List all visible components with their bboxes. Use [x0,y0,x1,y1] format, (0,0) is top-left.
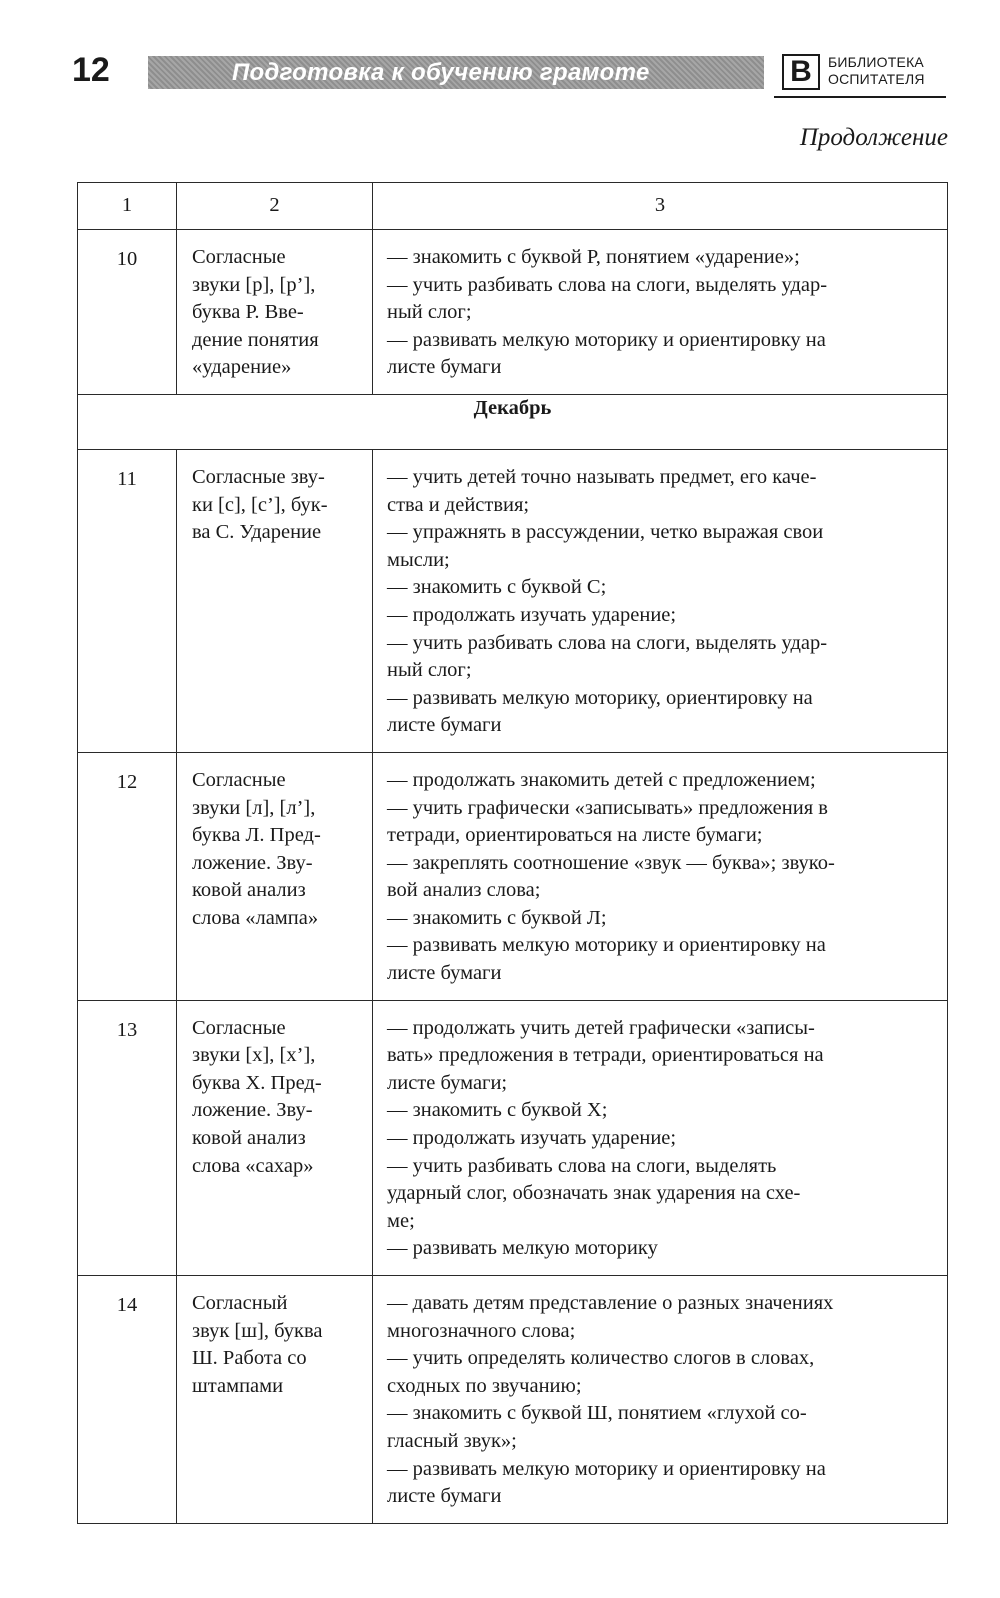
topic-line: звуки [х], [х’], [192,1044,316,1067]
goal-line: — учить разбивать слова на слоги, выделять удар- [387,631,828,654]
goal-line: — учить разбивать слова на слоги, выделять [387,1154,777,1177]
topic-line: ковой анализ [192,879,306,902]
lesson-goals [373,449,948,752]
lesson-topic [177,1276,373,1524]
goal-line: гласный звук»; [387,1429,517,1452]
topic-line: Согласный [192,1292,288,1314]
continuation-label: Продолжение [799,124,948,151]
lesson-number: 12 [78,752,177,1000]
goal-line: листе бумаги [387,714,502,737]
goal-line: вать» предложения в тетради, ориентироваться на [387,1044,824,1067]
table-row [78,449,948,752]
goal-line: ный слог; [387,659,472,682]
lesson-number: 13 [78,1000,177,1275]
goal-line: многозначного слова; [387,1319,576,1342]
table-row [78,752,948,1000]
series-name-line1: БИБЛИОТЕКА [828,54,924,70]
topic-line: штампами [192,1374,284,1397]
goal-line: — знакомить с буквой Ш, понятием «глухой со- [387,1402,807,1425]
column-header-3: 3 [373,183,948,230]
goal-line: — продолжать знакомить детей с предложением; [387,768,816,791]
goal-line: листе бумаги; [387,1071,508,1094]
goal-line: — учить детей точно называть предмет, его каче- [387,465,817,488]
column-header-2: 2 [177,183,373,230]
topic-line: Согласные [192,246,286,268]
series-name-line2: ОСПИТАТЕЛЯ [828,71,925,87]
month-heading: Декабрь [78,394,948,449]
topic-line: дение понятия [192,328,319,351]
goal-line: ства и действия; [387,493,530,516]
topic-line: звуки [р], [р’], [192,273,316,296]
topic-line: ложение. Зву- [192,851,313,874]
topic-line: буква Х. Пред- [192,1071,322,1094]
month-row [78,394,948,449]
series-logo: В [782,54,820,90]
goal-line: — знакомить с буквой Р, понятием «ударение»; [387,246,800,268]
goal-line: — знакомить с буквой С; [387,576,607,599]
page-header [0,40,1000,100]
goal-line: — закреплять соотношение «звук — буква»; звуко- [387,851,835,874]
table-row [78,230,948,395]
lesson-goals [373,752,948,1000]
goal-line: — продолжать изучать ударение; [387,603,677,626]
goal-line: ме; [387,1209,415,1232]
topic-line: слова «лампа» [192,906,319,929]
topic-line: «ударение» [192,356,292,379]
topic-line: ковой анализ [192,1127,306,1150]
goal-line: — давать детям представление о разных значениях [387,1292,834,1314]
goal-line: — продолжать учить детей графически «записы- [387,1016,815,1039]
topic-line: Согласные [192,768,286,791]
lesson-plan-table [77,182,948,1524]
goal-line: — учить разбивать слова на слоги, выделять удар- [387,273,828,296]
goal-line: — продолжать изучать ударение; [387,1127,677,1150]
topic-line: звук [ш], буква [192,1319,323,1342]
column-header-1: 1 [78,183,177,230]
goal-line: мысли; [387,548,450,571]
lesson-number: 10 [78,230,177,395]
lesson-topic [177,449,373,752]
topic-line: ложение. Зву- [192,1099,313,1122]
goal-line: — развивать мелкую моторику [387,1237,658,1260]
goal-line: — развивать мелкую моторику, ориентировку на [387,686,813,709]
lesson-number: 11 [78,449,177,752]
goal-line: тетради, ориентироваться на листе бумаги; [387,824,763,847]
topic-line: слова «сахар» [192,1154,314,1177]
topic-line: ки [с], [с’], бук- [192,493,328,516]
table-header-row [78,183,948,230]
logo-underline [774,96,946,98]
goal-line: листе бумаги [387,1485,502,1508]
goal-line: вой анализ слова; [387,879,541,902]
goal-line: — знакомить с буквой Х; [387,1099,608,1122]
goal-line: — учить графически «записывать» предложения в [387,796,828,819]
topic-line: буква Р. Вве- [192,301,304,324]
goal-line: — упражнять в рассуждении, четко выражая свои [387,521,824,544]
table-row [78,1000,948,1275]
lesson-goals [373,1276,948,1524]
lesson-topic [177,1000,373,1275]
lesson-goals [373,230,948,395]
series-name [828,54,958,88]
lesson-topic [177,230,373,395]
goal-line: — развивать мелкую моторику и ориентировку на [387,328,826,351]
table-row [78,1276,948,1524]
goal-line: — учить определять количество слогов в словах, [387,1347,815,1370]
goal-line: — развивать мелкую моторику и ориентировку на [387,1457,826,1480]
lesson-topic [177,752,373,1000]
topic-line: Согласные зву- [192,465,325,488]
goal-line: сходных по звучанию; [387,1374,582,1397]
goal-line: ударный слог, обозначать знак ударения на схе- [387,1182,801,1205]
goal-line: — развивать мелкую моторику и ориентировку на [387,934,826,957]
topic-line: Ш. Работа со [192,1347,307,1370]
lesson-number: 14 [78,1276,177,1524]
running-title: Подготовка к обучению грамоте [232,59,650,86]
goal-line: ный слог; [387,301,472,324]
topic-line: ва С. Ударение [192,521,322,544]
page-number: 12 [72,51,110,89]
topic-line: звуки [л], [л’], [192,796,316,819]
topic-line: буква Л. Пред- [192,824,321,847]
topic-line: Согласные [192,1016,286,1039]
lesson-goals [373,1000,948,1275]
goal-line: листе бумаги [387,356,502,379]
goal-line: — знакомить с буквой Л; [387,906,607,929]
goal-line: листе бумаги [387,962,502,985]
